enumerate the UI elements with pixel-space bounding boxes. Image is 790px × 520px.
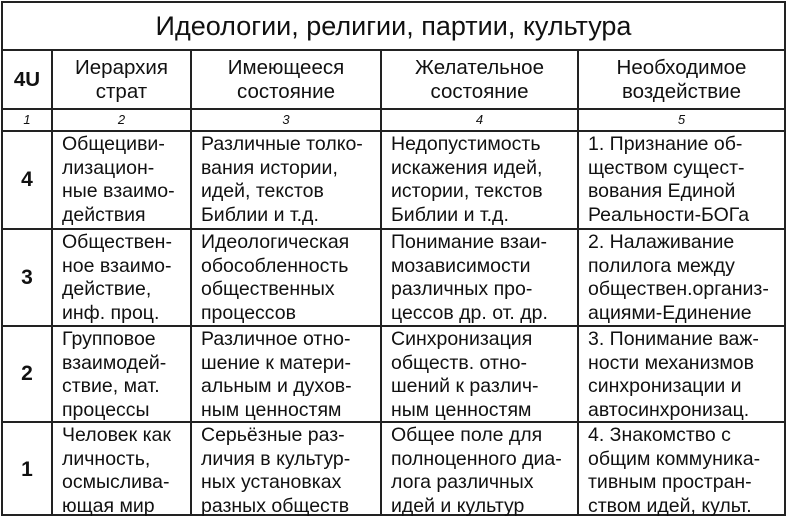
- current-state-cell: Различное отно- шение к матери- альным и духов- ным ценностям: [192, 327, 382, 421]
- column-number: 3: [192, 110, 382, 130]
- required-action-cell: 1. Признание об- ществом сущест- вования Единой Реальности-БОГа: [588, 133, 750, 226]
- table-row: [3, 327, 784, 423]
- level-cell: 2: [3, 327, 53, 421]
- level-cell: 1: [3, 423, 53, 516]
- current-state-cell: Серьёзные раз- личия в культур- ных установках разных обществ: [192, 423, 382, 516]
- table-row: [3, 423, 784, 516]
- header-4u: 4U: [3, 51, 53, 108]
- table-title: Идеологии, религии, партии, культура: [3, 3, 784, 51]
- level-cell: 3: [3, 230, 53, 325]
- column-number: 2: [53, 110, 192, 130]
- header-required-action: Необходимое воздействие: [616, 55, 747, 103]
- column-number: 4: [382, 110, 579, 130]
- hierarchy-cell: Человек как личность, осмыслива- ющая мир: [53, 423, 192, 516]
- current-state-cell: Идеологическая обособленность общественных процессов: [192, 230, 382, 325]
- header-desired-state: Желательное состояние: [382, 51, 579, 108]
- hierarchy-cell: Общециви- лизацион- ные взаимо- действия: [53, 132, 192, 228]
- table-row: [3, 230, 784, 327]
- desired-state-cell: Общее поле для полноценного диа- лога различных идей и культур: [382, 423, 579, 516]
- required-action-cell: 4. Знакомство с общим коммуника- тивным простран- ством идей, культ.: [588, 424, 761, 517]
- header-row: [3, 51, 784, 110]
- header-hierarchy: Иерархия страт: [53, 51, 192, 108]
- header-current-state: Имеющееся состояние: [192, 51, 382, 108]
- desired-state-cell: Синхронизация обществ. отно- шений к различ- ным ценностям: [382, 327, 579, 421]
- desired-state-cell: Понимание взаи- мозависимости различных про- цессов др. от. др.: [382, 230, 579, 325]
- required-action-cell: 2. Налаживание полилога между обществен.организ- ациями-Единение: [588, 231, 769, 324]
- column-number: 1: [3, 110, 53, 130]
- strata-table: [1, 1, 786, 516]
- column-number-row: [3, 110, 784, 132]
- hierarchy-cell: Групповое взаимодей- ствие, мат. процессы: [53, 327, 192, 421]
- current-state-cell: Различные толко- вания истории, идей, текстов Библии и т.д.: [192, 132, 382, 228]
- hierarchy-cell: Обществен- ное взаимо- действие, инф. проц.: [53, 230, 192, 325]
- level-cell: 4: [3, 132, 53, 228]
- desired-state-cell: Недопустимость искажения идей, истории, текстов Библии и т.д.: [382, 132, 579, 228]
- table-row: [3, 132, 784, 230]
- required-action-cell: 3. Понимание важ- ности механизмов синхронизации и автосинхронизац.: [588, 328, 759, 421]
- column-number: 5: [677, 112, 686, 127]
